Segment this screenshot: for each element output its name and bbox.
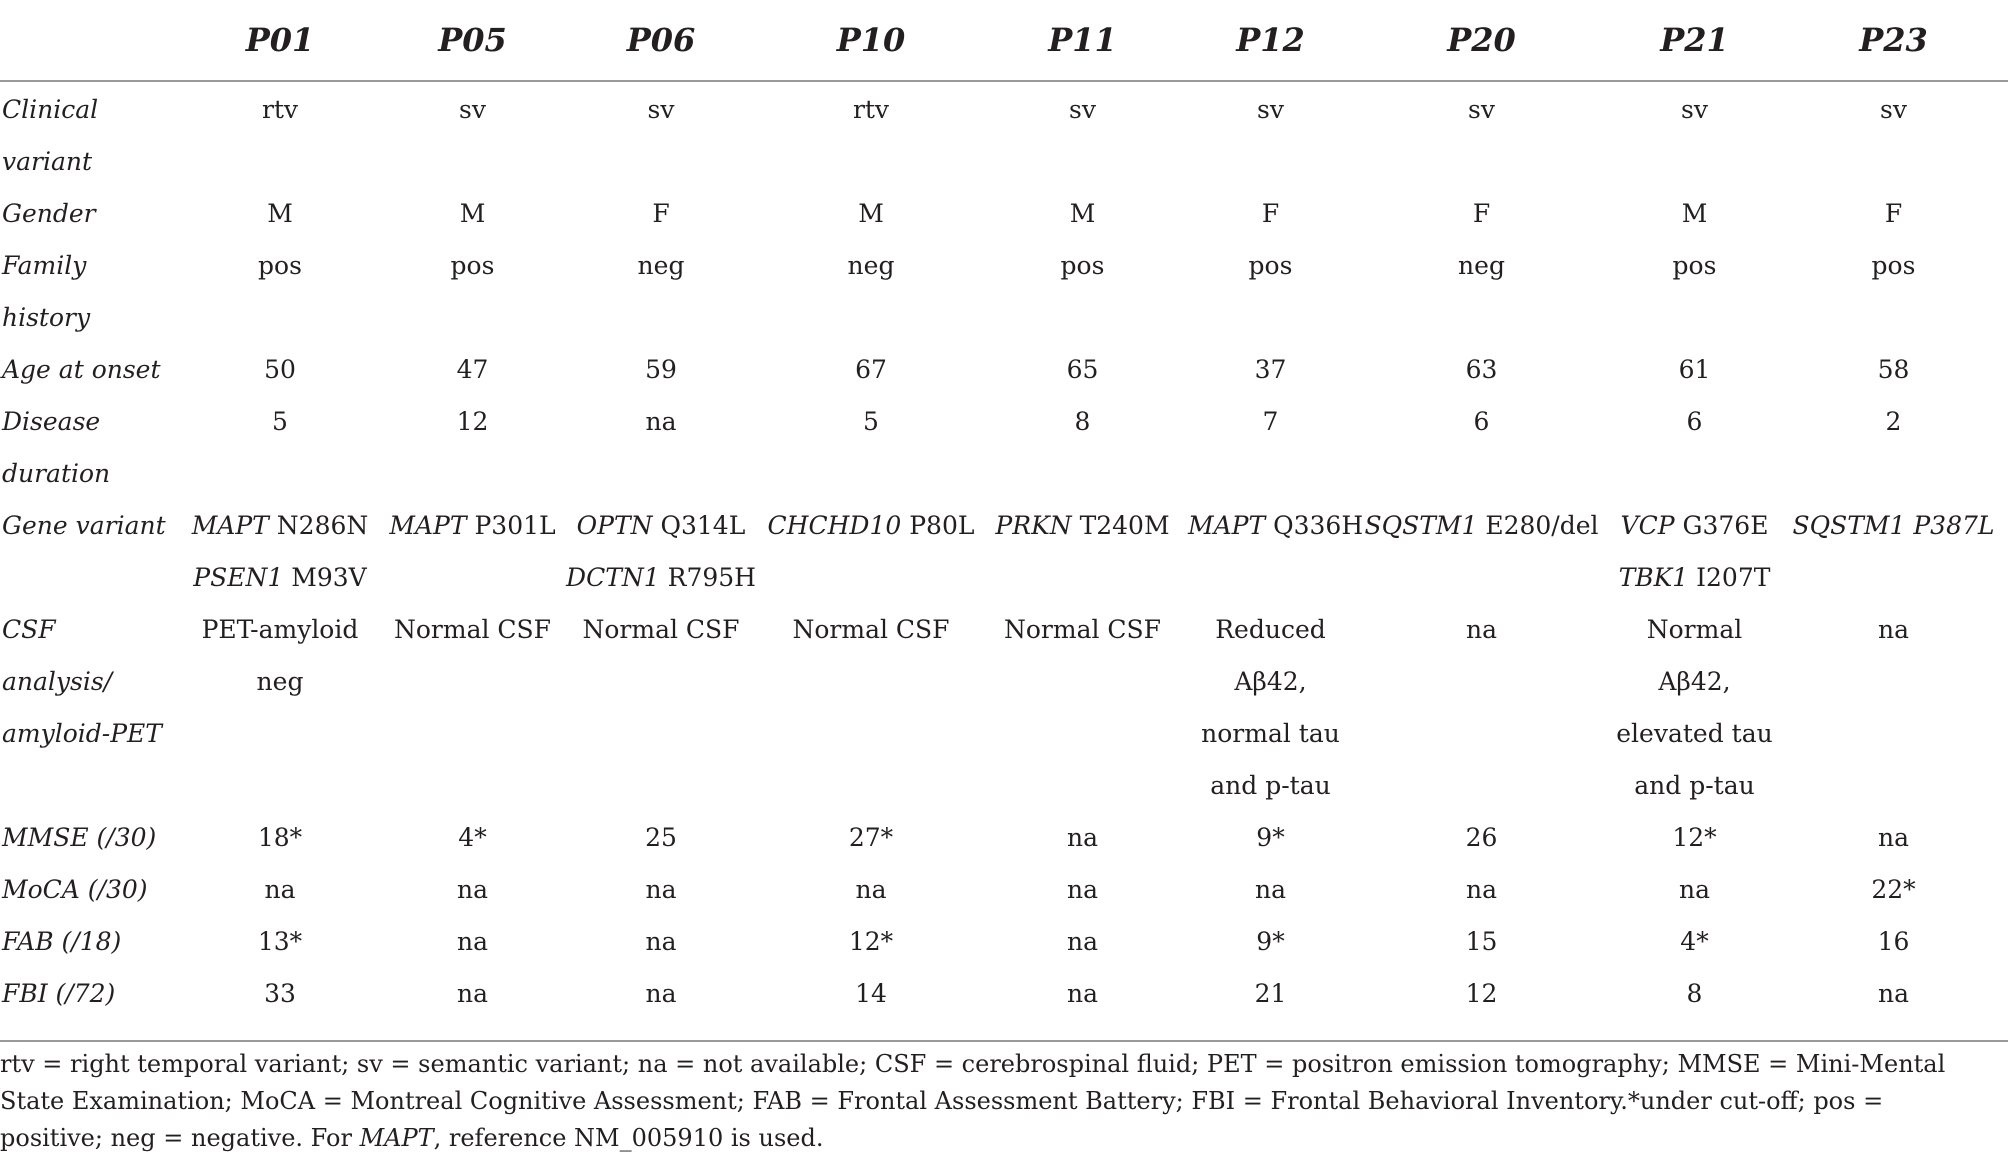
table-cell: 13* [257,927,303,956]
table-cell [1779,500,2008,604]
table-cell: 12 [456,407,489,436]
gene-name: VCP [1620,511,1675,540]
gene-variant-line [1610,500,1779,552]
table-cell: sv [459,95,486,124]
variant-name: M93V [283,563,367,592]
table-cell: pos [1060,251,1105,280]
table-cell [977,500,1188,604]
table-cell: 33 [172,968,388,1041]
table-cell: na [388,968,557,1041]
table-cell: 47 [456,355,489,384]
table-row-gender [0,188,2008,240]
table-cell [1353,604,1610,812]
column-header-p06: P06 [557,0,765,81]
gene-variant-line [172,552,388,604]
table-cell: na [645,927,677,956]
table-cell: M [1069,199,1096,228]
row-label [0,81,172,188]
table-cell: 58 [1877,355,1910,384]
row-label-line: Clinical [2,95,99,124]
table-cell: 63 [1465,355,1498,384]
table-cell: pos [258,251,302,280]
column-header-p20: P20 [1353,0,1610,81]
table-body [0,81,2008,1041]
gene-name: MAPT [191,511,269,540]
table-cell: 59 [645,355,677,384]
row-label: Gene variant [2,511,166,540]
table-cell [1188,604,1353,812]
table-cell: M [1681,199,1708,228]
cell-line: Normal CSF [393,615,552,644]
gene-name: TBK1 [1618,563,1689,592]
table-cell [1188,500,1364,604]
table-cell: 27* [848,823,894,852]
table-cell: sv [1880,95,1907,124]
table-cell [557,500,765,604]
gene-variant-line [1779,500,2008,552]
table-cell: M [459,199,486,228]
table-cell [1610,604,1779,812]
table-cell: 5 [272,407,288,436]
row-label-line: amyloid-PET [2,719,162,748]
table-cell: na [1779,968,2008,1041]
variant-name: N286N [268,511,369,540]
table-cell: rtv [852,95,890,124]
gene-name: DCTN1 [566,563,660,592]
table-row-age-at-onset [0,344,2008,396]
row-label: Gender [2,199,96,228]
column-header-p05: P05 [388,0,557,81]
gene-name: CHCHD10 [767,511,902,540]
table-cell: pos [1248,251,1293,280]
table-row-disease-duration [0,396,2008,500]
column-header-p12: P12 [1188,0,1353,81]
variant-name: E280/del [1477,511,1599,540]
cell-line: and p-tau [1210,771,1331,800]
gene-name: OPTN [576,511,653,540]
row-label: Age at onset [2,355,161,384]
table-cell: sv [1257,95,1284,124]
cell-line: and p-tau [1634,771,1755,800]
variant-name: R795H [659,563,756,592]
table-cell: 12* [1672,823,1717,852]
table-cell: na [557,968,765,1041]
table-cell: 25 [645,823,677,852]
gene-name: SQSTM1 [1364,511,1478,540]
table-cell: 18* [257,823,303,852]
row-label [0,396,172,500]
column-header-p10: P10 [765,0,977,81]
row-label-line: variant [2,147,93,176]
gene-name: MAPT [389,511,467,540]
table-cell: pos [1871,251,1916,280]
table-cell: 12 [1353,968,1610,1041]
table-cell: 7 [1262,407,1279,436]
footnote-text-end: , reference NM_005910 is used. [433,1124,824,1152]
cell-line: na [1465,615,1497,644]
table-row-csf [0,604,2008,812]
table-cell: sv [1468,95,1495,124]
table-cell: sv [647,95,675,124]
table-cell: 65 [1066,355,1099,384]
table-row-fab [0,916,2008,968]
row-label-line: CSF analysis/ [2,615,113,696]
table-row-fbi [0,968,2008,1041]
table-cell [1779,604,2008,812]
variant-name: G376E [1674,511,1769,540]
table-cell: 21 [1188,968,1353,1041]
gene-name: PSEN1 [193,563,284,592]
table-footnote [0,1046,1960,1157]
table-cell: 2 [1885,407,1902,436]
cell-line: Reduced [1215,615,1326,644]
table-cell: F [1261,199,1280,228]
table-cell [172,604,388,812]
cell-line: elevated tau [1616,719,1773,748]
table-cell: na [1465,875,1497,904]
table-row-family-history [0,240,2008,344]
table-cell [172,500,388,604]
table-cell: na [1066,823,1098,852]
table-cell: 16 [1877,927,1910,956]
table-cell: neg [1458,251,1505,280]
table-cell: rtv [261,95,299,124]
cell-line: PET-amyloid [201,615,359,644]
table-row-clinical-variant [0,81,2008,188]
row-label-line: duration [2,459,111,488]
column-header-p23: P23 [1779,0,2008,81]
table-cell: 26 [1465,823,1498,852]
variant-name: Q314L [652,511,746,540]
table-cell [765,500,977,604]
table-cell [765,604,977,812]
table-cell: M [267,199,293,228]
gene-variant-line [1188,500,1364,552]
table-cell: 61 [1678,355,1711,384]
gene-variant-line [1610,552,1779,604]
table-cell: na [264,875,296,904]
row-label: FAB (/18) [2,927,122,956]
table-cell: F [1884,199,1903,228]
row-label-line: Disease [2,407,101,436]
table-cell: na [645,407,677,436]
column-header-p11: P11 [977,0,1188,81]
table-cell: F [652,199,670,228]
gene-variant-line [1353,500,1610,552]
table-cell: sv [1681,95,1708,124]
gene-variant-line [172,500,388,552]
table-cell: neg [847,251,895,280]
cell-line: Normal CSF [792,615,950,644]
table-cell: na [855,875,887,904]
row-label: MMSE (/30) [2,823,157,852]
row-label: MoCA (/30) [2,875,148,904]
variant-name: Q336H [1265,511,1364,540]
cell-line: Normal CSF [1003,615,1162,644]
table-cell: 37 [1254,355,1287,384]
gene-variant-line [388,500,557,552]
gene-name: SQSTM1 P387L [1792,511,1995,540]
table-cell: na [1254,875,1286,904]
table-cell: na [1877,823,1909,852]
table-cell: pos [1672,251,1717,280]
footnote-italic: MAPT [359,1124,434,1152]
cell-line: Aβ42, [1658,667,1731,696]
header-row [0,0,2008,81]
table-cell: 50 [264,355,296,384]
table-cell [557,604,765,812]
cell-line: na [1877,615,1909,644]
table-row-mmse [0,812,2008,864]
table-cell: na [456,875,488,904]
footnote-text: rtv = right temporal variant; sv = semantic variant; na = not available; CSF = cerebrospinal fluid; PET = positron emission tomography; MMSE = Mini-Mental State Examination; MoCA = Montreal Cognitive Assessment; FAB = Frontal Assessment Battery; FBI = Frontal Behavioral Inventory.*under cut-off; pos = positive; neg = negative. For [0,1050,1946,1152]
column-header-p01: P01 [172,0,388,81]
row-label: FBI (/72) [0,968,172,1041]
gene-variant-line [557,500,765,552]
table-row-gene-variant [0,500,2008,604]
table-cell: 9* [1256,927,1285,956]
cell-line: Normal [1646,615,1743,644]
table-cell: na [456,927,488,956]
table-cell: na [1678,875,1710,904]
table-cell [388,604,557,812]
cell-line: Aβ42, [1234,667,1307,696]
table-cell: F [1472,199,1491,228]
table-cell: M [858,199,884,228]
table-cell: 6 [1686,407,1703,436]
table-cell: 8 [1610,968,1779,1041]
variant-name: I207T [1688,563,1771,592]
table-cell [388,500,557,604]
table-cell: na [645,875,677,904]
table-cell [1353,500,1610,604]
table-cell: 67 [855,355,887,384]
cell-line: Normal CSF [582,615,740,644]
variant-name: T240M [1071,511,1170,540]
table-cell: neg [637,251,685,280]
table-cell: 12* [848,927,894,956]
table-cell: 6 [1473,407,1490,436]
table-row-moca [0,864,2008,916]
table-cell: na [1066,875,1098,904]
cell-line: neg [256,667,304,696]
table-cell [977,604,1188,812]
table-cell: na [1066,927,1098,956]
variant-name: P301L [466,511,556,540]
gene-name: MAPT [1188,511,1266,540]
table-cell: 8 [1074,407,1091,436]
column-header-p21: P21 [1610,0,1779,81]
table-cell: 22* [1871,875,1916,904]
table-cell: sv [1069,95,1096,124]
table-cell: 5 [863,407,879,436]
row-label: Family history [2,251,91,332]
row-label [0,604,172,812]
table-cell: pos [450,251,495,280]
gene-variant-line [977,500,1188,552]
gene-name: PRKN [995,511,1072,540]
table-cell: 4* [458,823,487,852]
table-cell: na [977,968,1188,1041]
variant-name: P80L [901,511,975,540]
gene-variant-line [557,552,765,604]
table-cell: 15 [1465,927,1498,956]
table-cell: 9* [1256,823,1285,852]
gene-variant-line [765,500,977,552]
cell-line: normal tau [1201,719,1340,748]
header-corner [0,0,172,81]
table-cell [1610,500,1779,604]
table-cell: 4* [1680,927,1709,956]
table-cell: 14 [765,968,977,1041]
